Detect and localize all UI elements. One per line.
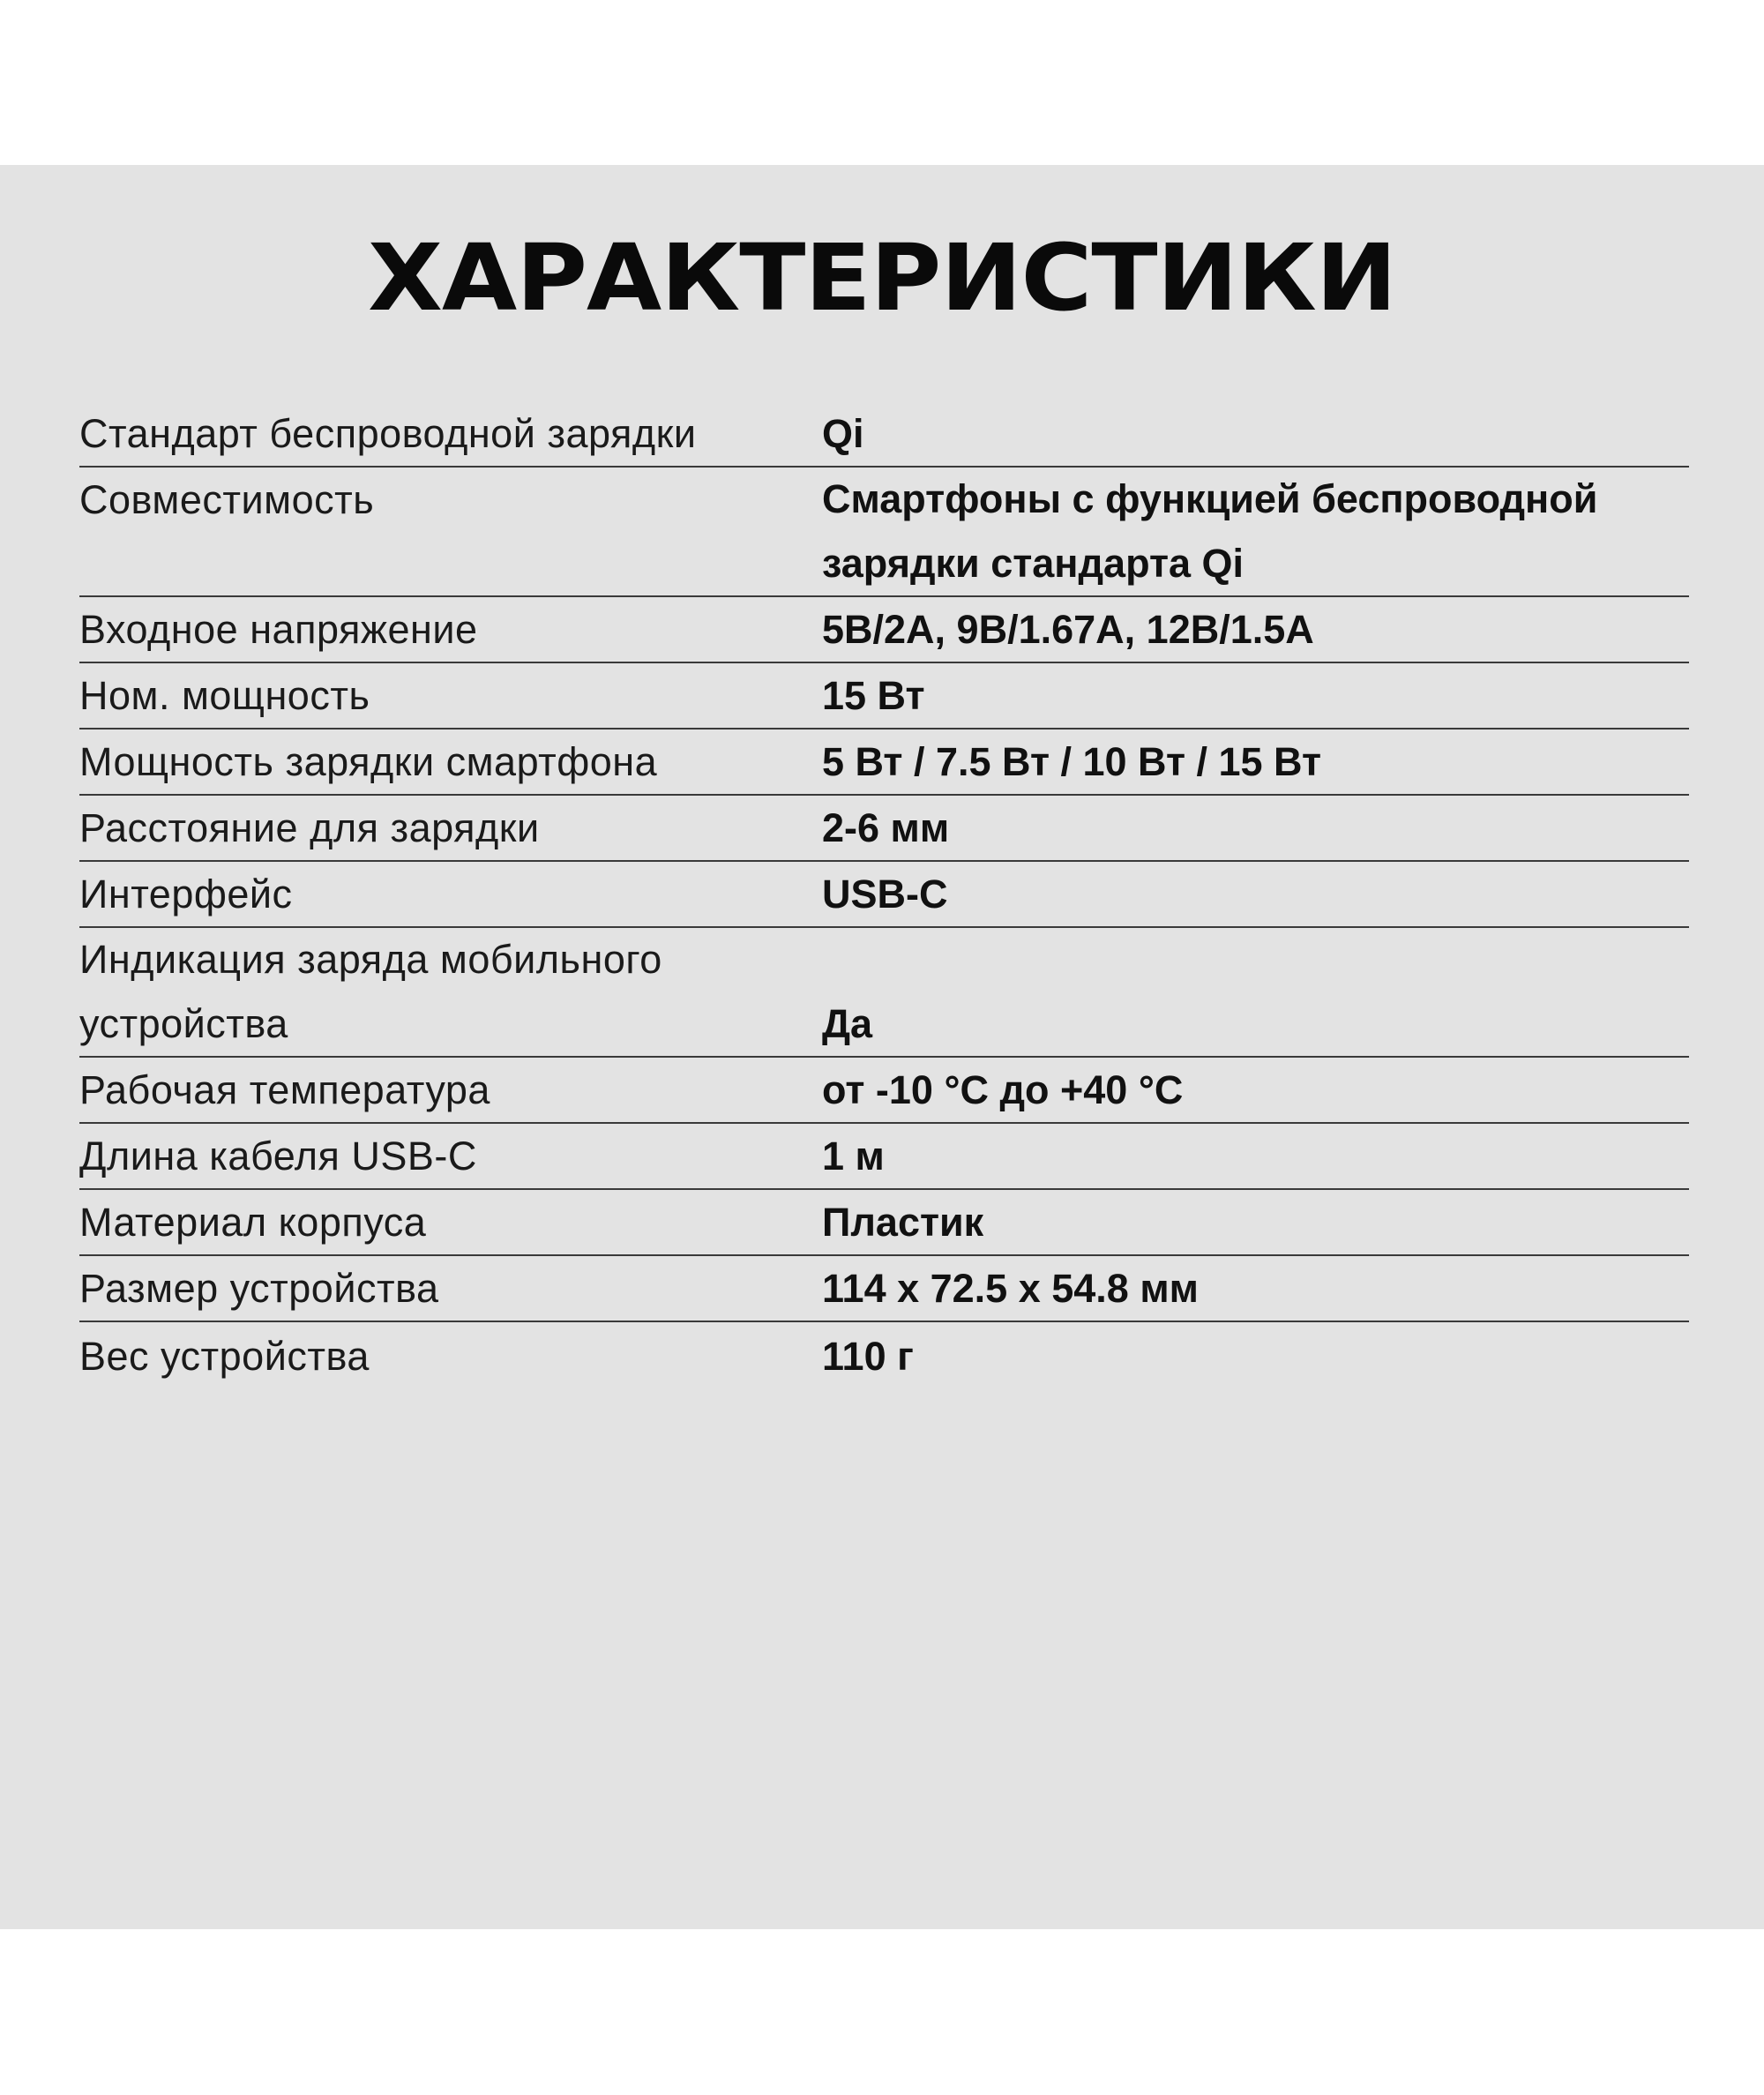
spec-label: Рабочая температура [79, 1067, 490, 1112]
spec-row [79, 1124, 1689, 1190]
spec-row [79, 1058, 1689, 1124]
spec-table [79, 401, 1689, 1388]
spec-value: USB-C [822, 872, 948, 917]
spec-row [79, 401, 1689, 468]
spec-value: 15 Вт [822, 673, 925, 718]
spec-label: Ном. мощность [79, 673, 370, 718]
spec-value: 2-6 мм [822, 805, 950, 850]
spec-row [79, 862, 1689, 928]
spec-label: Размер устройства [79, 1266, 439, 1311]
spec-value: Пластик [822, 1200, 984, 1245]
spec-value: 114 x 72.5 x 54.8 мм [822, 1266, 1199, 1311]
spec-label: Длина кабеля USB-C [79, 1134, 477, 1178]
spec-row [79, 730, 1689, 796]
spec-label: Интерфейс [79, 872, 293, 917]
spec-label: Мощность зарядки смартфона [79, 739, 658, 784]
spec-value: Qi [822, 411, 864, 456]
spec-label: Входное напряжение [79, 607, 478, 652]
spec-value: от -10 °C до +40 °C [822, 1067, 1184, 1112]
spec-label: Индикация заряда мобильного устройства [79, 937, 662, 1046]
spec-value: Да [822, 1001, 873, 1046]
spec-row [79, 928, 1689, 1058]
spec-value: 1 м [822, 1134, 885, 1178]
spec-label: Вес устройства [79, 1334, 370, 1379]
spec-label: Стандарт беспроводной зарядки [79, 411, 697, 456]
spec-row [79, 1256, 1689, 1322]
spec-value: 5 Вт / 7.5 Вт / 10 Вт / 15 Вт [822, 739, 1321, 784]
page-title: ХАРАКТЕРИСТИКИ [367, 224, 1396, 332]
spec-row [79, 1190, 1689, 1256]
spec-row [79, 1322, 1689, 1388]
spec-row [79, 468, 1689, 597]
spec-value: 110 г [822, 1334, 914, 1379]
spec-label: Расстояние для зарядки [79, 805, 540, 850]
spec-row [79, 663, 1689, 730]
spec-value: Смартфоны с функцией беспроводной зарядки стандарта Qi [822, 476, 1598, 586]
spec-label: Совместимость [79, 477, 375, 522]
spec-row [79, 597, 1689, 663]
spec-value: 5В/2А, 9В/1.67А, 12В/1.5А [822, 607, 1314, 652]
spec-label: Материал корпуса [79, 1200, 427, 1245]
spec-row [79, 796, 1689, 862]
